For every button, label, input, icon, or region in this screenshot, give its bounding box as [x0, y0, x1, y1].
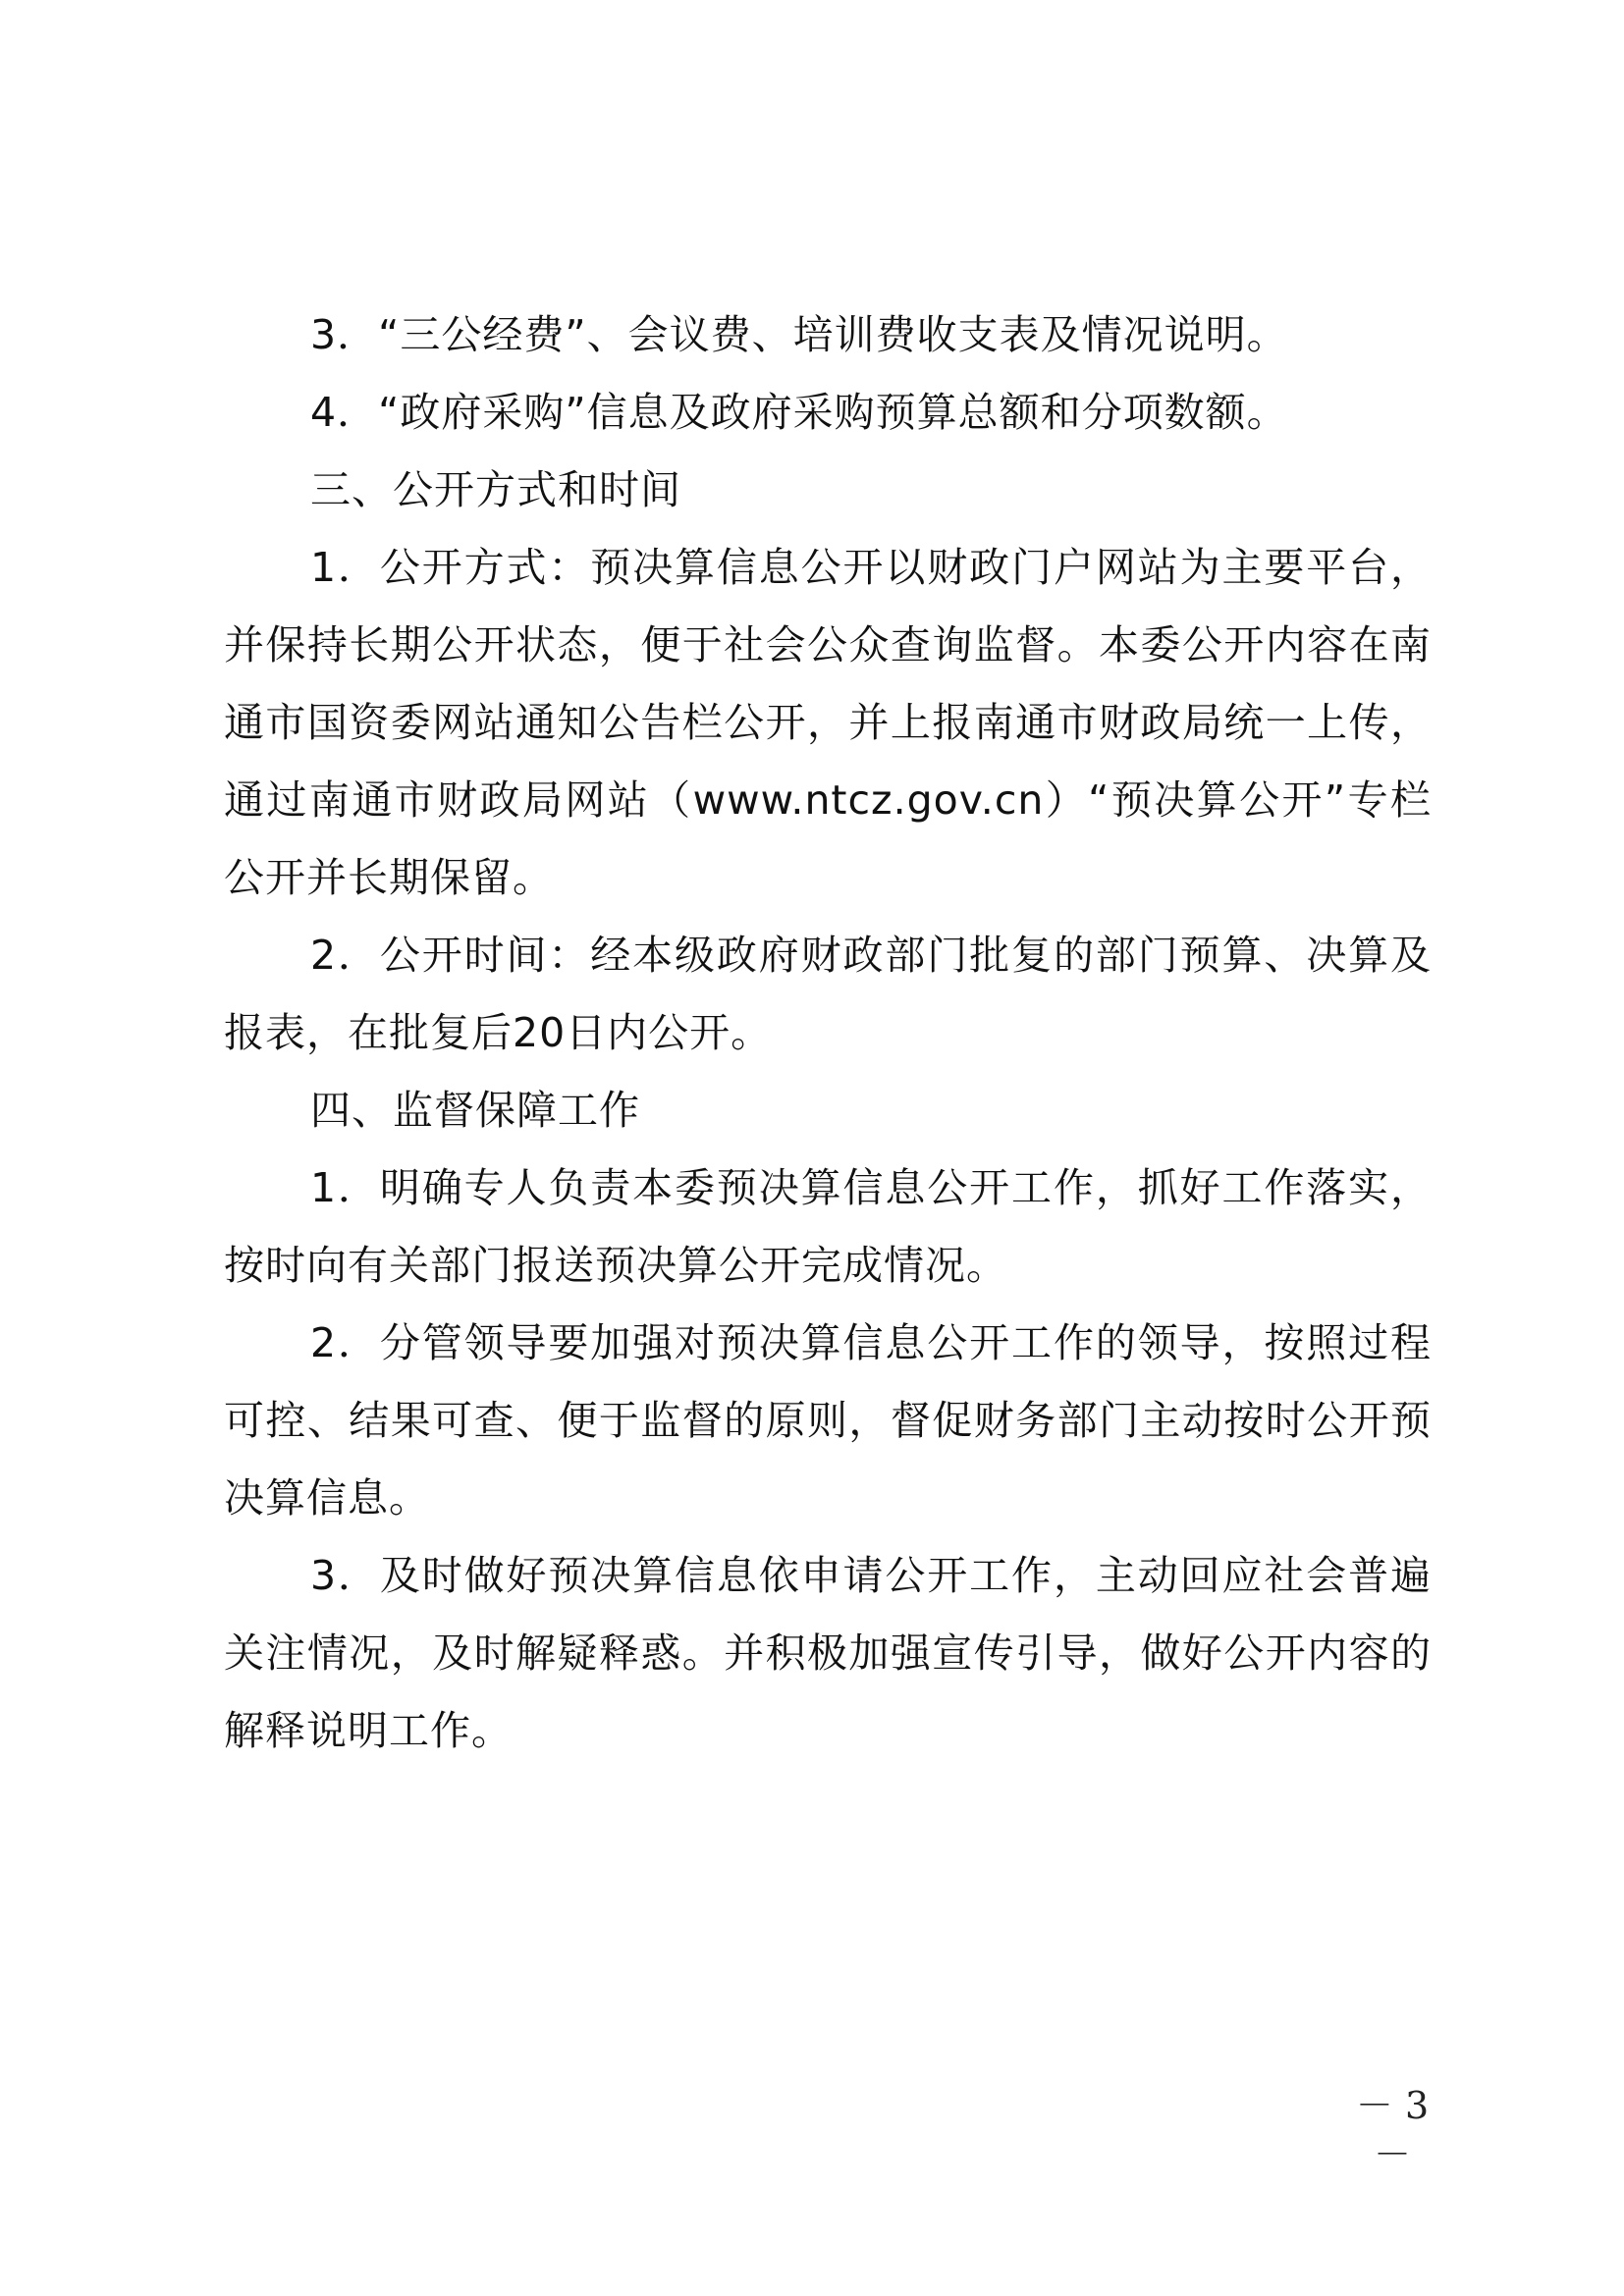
- document-body: [224, 296, 1432, 1770]
- paragraph-disclosure-time: 2．公开时间：经本级政府财政部门批复的部门预算、决算及报表，在批复后20日内公开。: [224, 932, 1432, 1056]
- section-heading-supervision: 四、监督保障工作: [310, 1087, 640, 1134]
- page-number: － 3 －: [1355, 2084, 1430, 2176]
- paragraph-application-disclosure: 3．及时做好预决算信息依申请公开工作，主动回应社会普遍关注情况，及时解疑释惑。并积极加强宣传引导，做好公开内容的解释说明工作。: [224, 1552, 1432, 1754]
- paragraph-item-3-sangong-funds: 3．“三公经费”、会议费、培训费收支表及情况说明。: [310, 311, 1288, 358]
- paragraph-leadership: 2．分管领导要加强对预决算信息公开工作的领导，按照过程可控、结果可查、便于监督的原则，督促财务部门主动按时公开预决算信息。: [224, 1319, 1432, 1522]
- paragraph-disclosure-method: 1．公开方式：预决算信息公开以财政门户网站为主要平台，并保持长期公开状态，便于社会公众查询监督。本委公开内容在南通市国资委网站通知公告栏公开，并上报南通市财政局统一上传，通过南通市财政局网站（www.ntcz.gov.cn）“预决算公开”专栏公开并长期保留。: [224, 544, 1432, 901]
- paragraph-item-4-government-procurement: 4．“政府采购”信息及政府采购预算总额和分项数额。: [310, 389, 1288, 436]
- paragraph-dedicated-person: 1．明确专人负责本委预决算信息公开工作，抓好工作落实，按时向有关部门报送预决算公开完成情况。: [224, 1164, 1432, 1289]
- section-heading-disclosure-method-time: 三、公开方式和时间: [310, 466, 681, 513]
